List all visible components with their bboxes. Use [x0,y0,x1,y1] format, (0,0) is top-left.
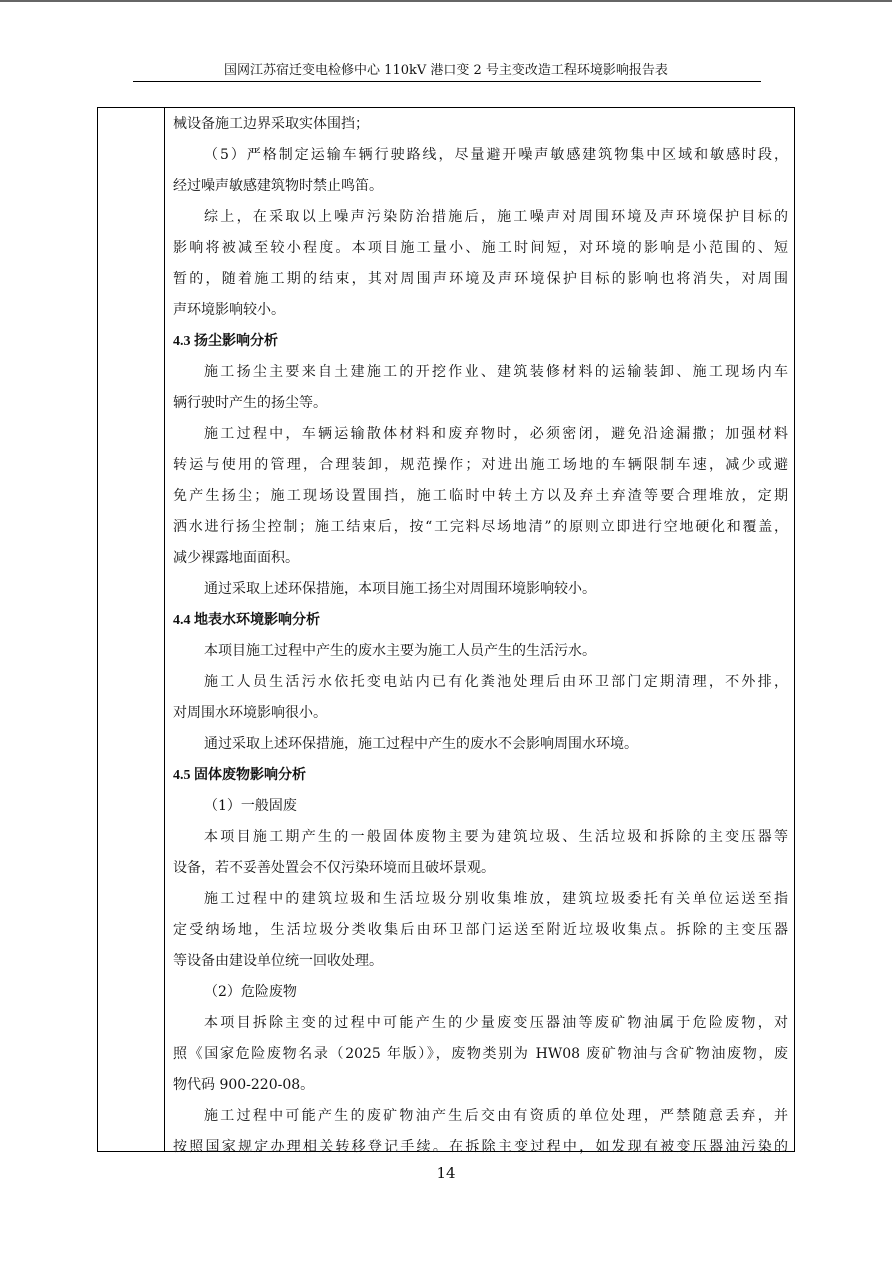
text-line: 通过采取上述环保措施，本项目施工扬尘对周围环境影响较小。 [204,581,596,597]
text-line: 施工扬尘主要来自土建施工的开挖作业、建筑装修材料的运输装卸、施工现场内车 [204,364,788,380]
text-line: 本项目施工过程中产生的废水主要为施工人员产生的生活污水。 [204,643,596,659]
header-underline [133,81,761,82]
report-header-title: 国网江苏宿迁变电检修中心 110kV 港口变 2 号主变改造工程环境影响报告表 [224,63,668,78]
text-line: 械设备施工边界采取实体围挡； [173,116,369,132]
text-line: 施工人员生活污水依托变电站内已有化粪池处理后由环卫部门定期清理，不外排， [204,674,788,690]
text-line: （2）危险废物 [204,984,297,1000]
text-line: 施工过程中，车辆运输散体材料和废弃物时，必须密闭，避免沿途漏撒；加强材料 [204,426,788,442]
text-line: 经过噪声敏感建筑物时禁止鸣笛。 [173,178,383,194]
text-line: 按照国家规定办理相关转移登记手续。在拆除主变过程中，如发现有被变压器油污染的 [173,1139,788,1155]
section-heading: 4.5 固体废物影响分析 [173,768,306,783]
text-line: 影响将被减至较小程度。本项目施工量小、施工时间短，对环境的影响是小范围的、短 [173,240,788,256]
text-line: 暂的，随着施工期的结束，其对周围声环境及声环境保护目标的影响也将消失，对周围 [173,271,788,287]
text-line: 免产生扬尘；施工现场设置围挡，施工临时中转土方以及弃土弃渣等要合理堆放，定期 [173,488,788,504]
table-column-divider [164,107,165,1152]
text-line: 照《国家危险废物名录（2025 年版）》，废物类别为 HW08 废矿物油与含矿物油废物，废 [173,1046,788,1062]
content-cell [173,109,788,1163]
text-line: 物代码 900-220-08。 [173,1077,315,1093]
section-heading: 4.3 扬尘影响分析 [173,334,278,349]
text-line: 对周围水环境影响很小。 [173,705,327,721]
text-line: 减少裸露地面面积。 [173,550,299,566]
text-line: 综上，在采取以上噪声污染防治措施后，施工噪声对周围环境及声环境保护目标的 [204,209,788,225]
text-line: 本项目施工期产生的一般固体废物主要为建筑垃圾、生活垃圾和拆除的主变压器等 [204,829,788,845]
text-line: 转运与使用的管理，合理装卸，规范操作；对进出施工场地的车辆限制车速，减少或避 [173,457,788,473]
text-line: 等设备由建设单位统一回收处理。 [173,953,383,969]
text-line: 辆行驶时产生的扬尘等。 [173,395,327,411]
page-number: 14 [436,1164,456,1182]
text-line: 施工过程中可能产生的废矿物油产生后交由有资质的单位处理，严禁随意丢弃，并 [204,1108,788,1124]
text-line: 定受纳场地，生活垃圾分类收集后由环卫部门运送至附近垃圾收集点。拆除的主变压器 [173,922,788,938]
text-line: （5）严格制定运输车辆行驶路线，尽量避开噪声敏感建筑物集中区域和敏感时段， [204,147,788,163]
text-line: 通过采取上述环保措施，施工过程中产生的废水不会影响周围水环境。 [204,736,638,752]
text-line: 声环境影响较小。 [173,302,285,318]
text-line: 设备，若不妥善处置会不仅污染环境而且破坏景观。 [173,860,495,876]
section-heading: 4.4 地表水环境影响分析 [173,613,320,628]
text-line: 洒水进行扬尘控制；施工结束后，按“工完料尽场地清”的原则立即进行空地硬化和覆盖， [173,519,788,535]
text-line: 施工过程中的建筑垃圾和生活垃圾分别收集堆放，建筑垃圾委托有关单位运送至指 [204,891,788,907]
text-line: 本项目拆除主变的过程中可能产生的少量废变压器油等废矿物油属于危险废物，对 [204,1015,788,1031]
text-line: （1）一般固废 [204,798,297,814]
page-top-border [0,0,892,2]
